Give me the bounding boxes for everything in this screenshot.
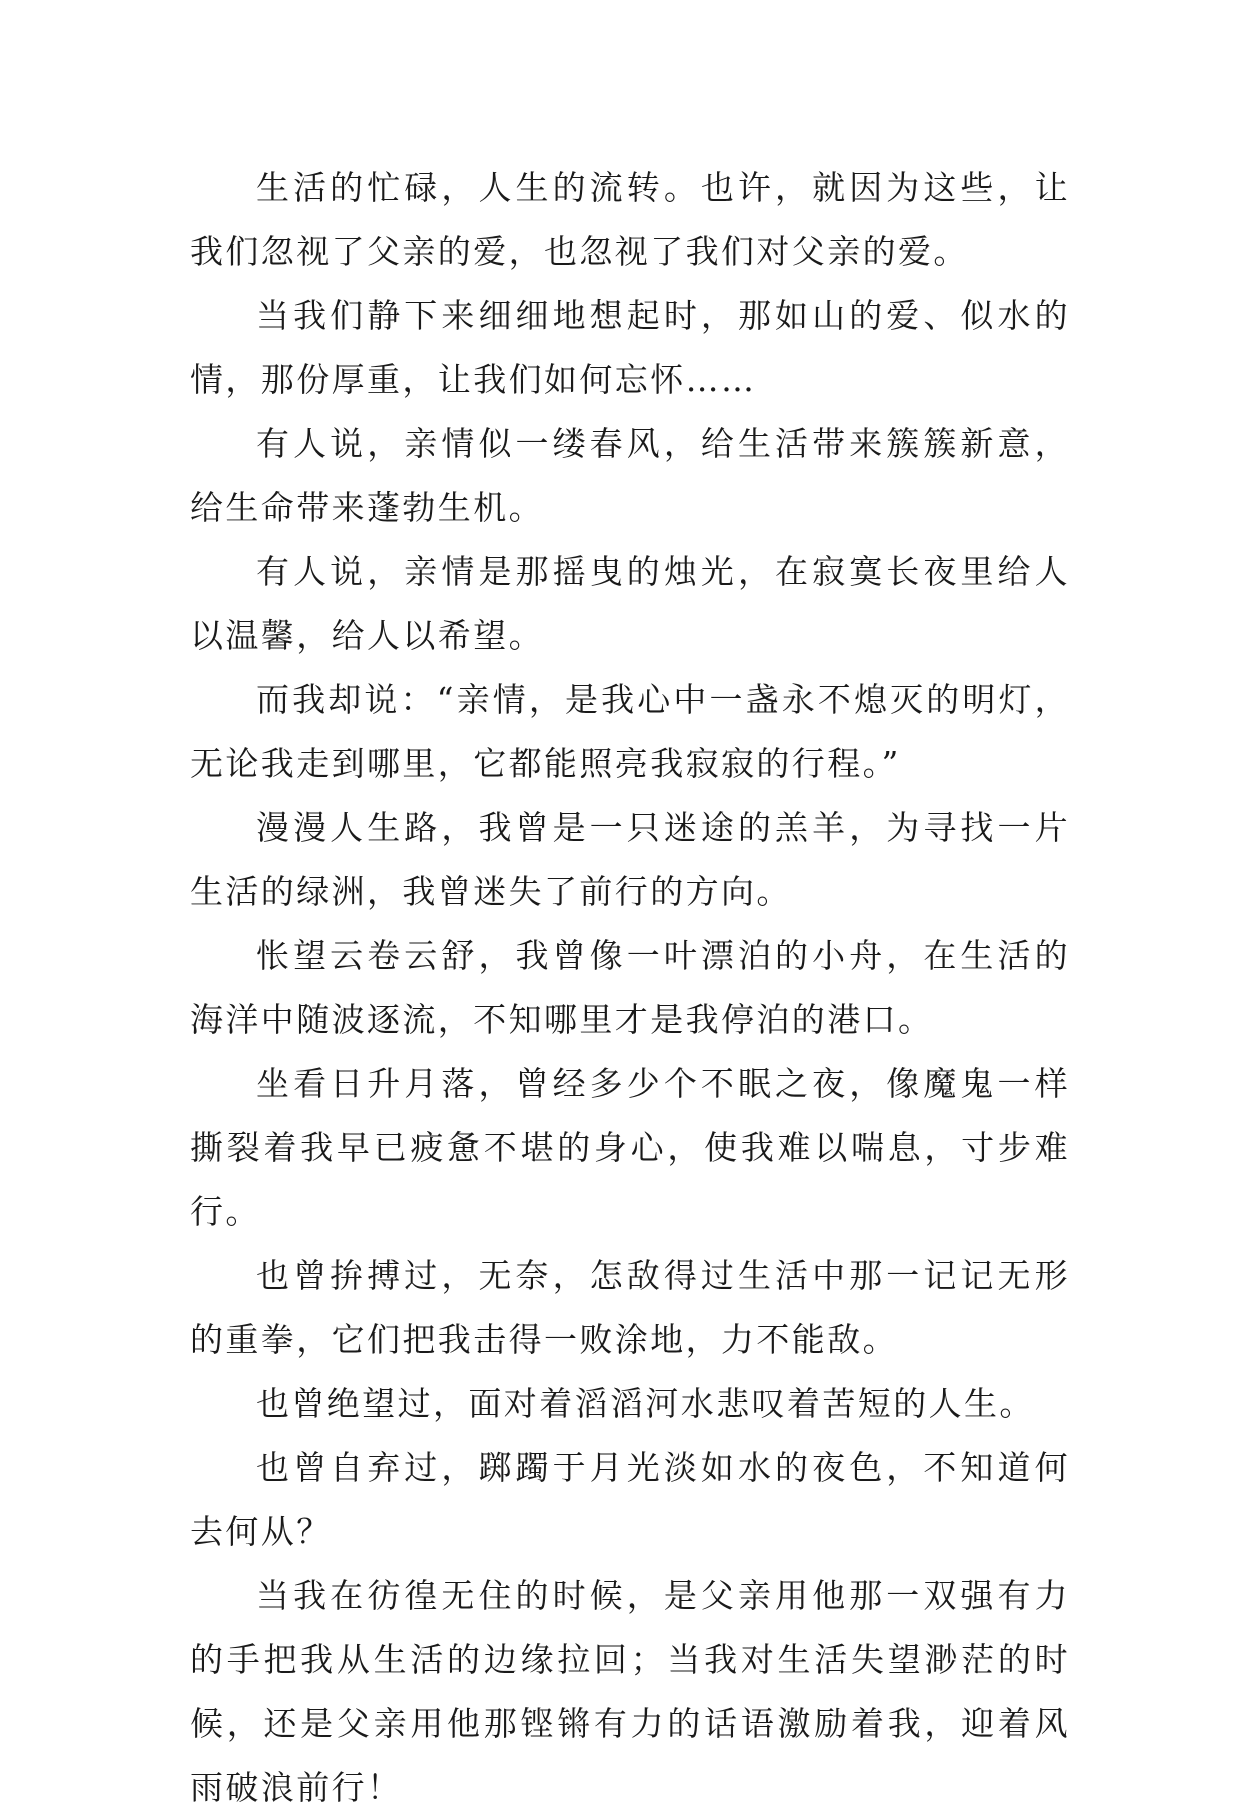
paragraph-1: 生活的忙碌，人生的流转。也许，就因为这些，让我们忽视了父亲的爱，也忽视了我们对父亲的爱。 bbox=[190, 168, 1070, 271]
paragraph-6: 漫漫人生路，我曾是一只迷途的羔羊，为寻找一片生活的绿洲，我曾迷失了前行的方向。 bbox=[190, 808, 1070, 911]
paragraph-4: 有人说，亲情是那摇曳的烛光，在寂寞长夜里给人以温馨，给人以希望。 bbox=[190, 552, 1070, 655]
paragraph-10: 也曾绝望过，面对着滔滔河水悲叹着苦短的人生。 bbox=[256, 1384, 1035, 1423]
paragraph-8: 坐看日升月落，曾经多少个不眠之夜，像魔鬼一样撕裂着我早已疲惫不堪的身心，使我难以喘息，寸步难行。 bbox=[190, 1064, 1070, 1231]
paragraph-11: 也曾自弃过，踯躅于月光淡如水的夜色，不知道何去何从？ bbox=[190, 1448, 1070, 1551]
paragraph-7: 怅望云卷云舒，我曾像一叶漂泊的小舟，在生活的海洋中随波逐流，不知哪里才是我停泊的港口。 bbox=[190, 936, 1070, 1039]
paragraph-2: 当我们静下来细细地想起时，那如山的爱、似水的情，那份厚重，让我们如何忘怀…… bbox=[190, 296, 1070, 399]
paragraph-5: 而我却说：“亲情，是我心中一盏永不熄灭的明灯，无论我走到哪里，它都能照亮我寂寂的行程。” bbox=[190, 680, 1070, 783]
paragraph-3: 有人说，亲情似一缕春风，给生活带来簇簇新意，给生命带来蓬勃生机。 bbox=[190, 424, 1070, 527]
paragraph-12: 当我在彷徨无住的时候，是父亲用他那一双强有力的手把我从生活的边缘拉回；当我对生活失望渺茫的时候，还是父亲用他那铿锵有力的话语激励着我，迎着风雨破浪前行！ bbox=[190, 1576, 1070, 1807]
paragraph-9: 也曾拚搏过，无奈，怎敌得过生活中那一记记无形的重拳，它们把我击得一败涂地，力不能敌。 bbox=[190, 1256, 1070, 1359]
body-text bbox=[190, 156, 1070, 1820]
